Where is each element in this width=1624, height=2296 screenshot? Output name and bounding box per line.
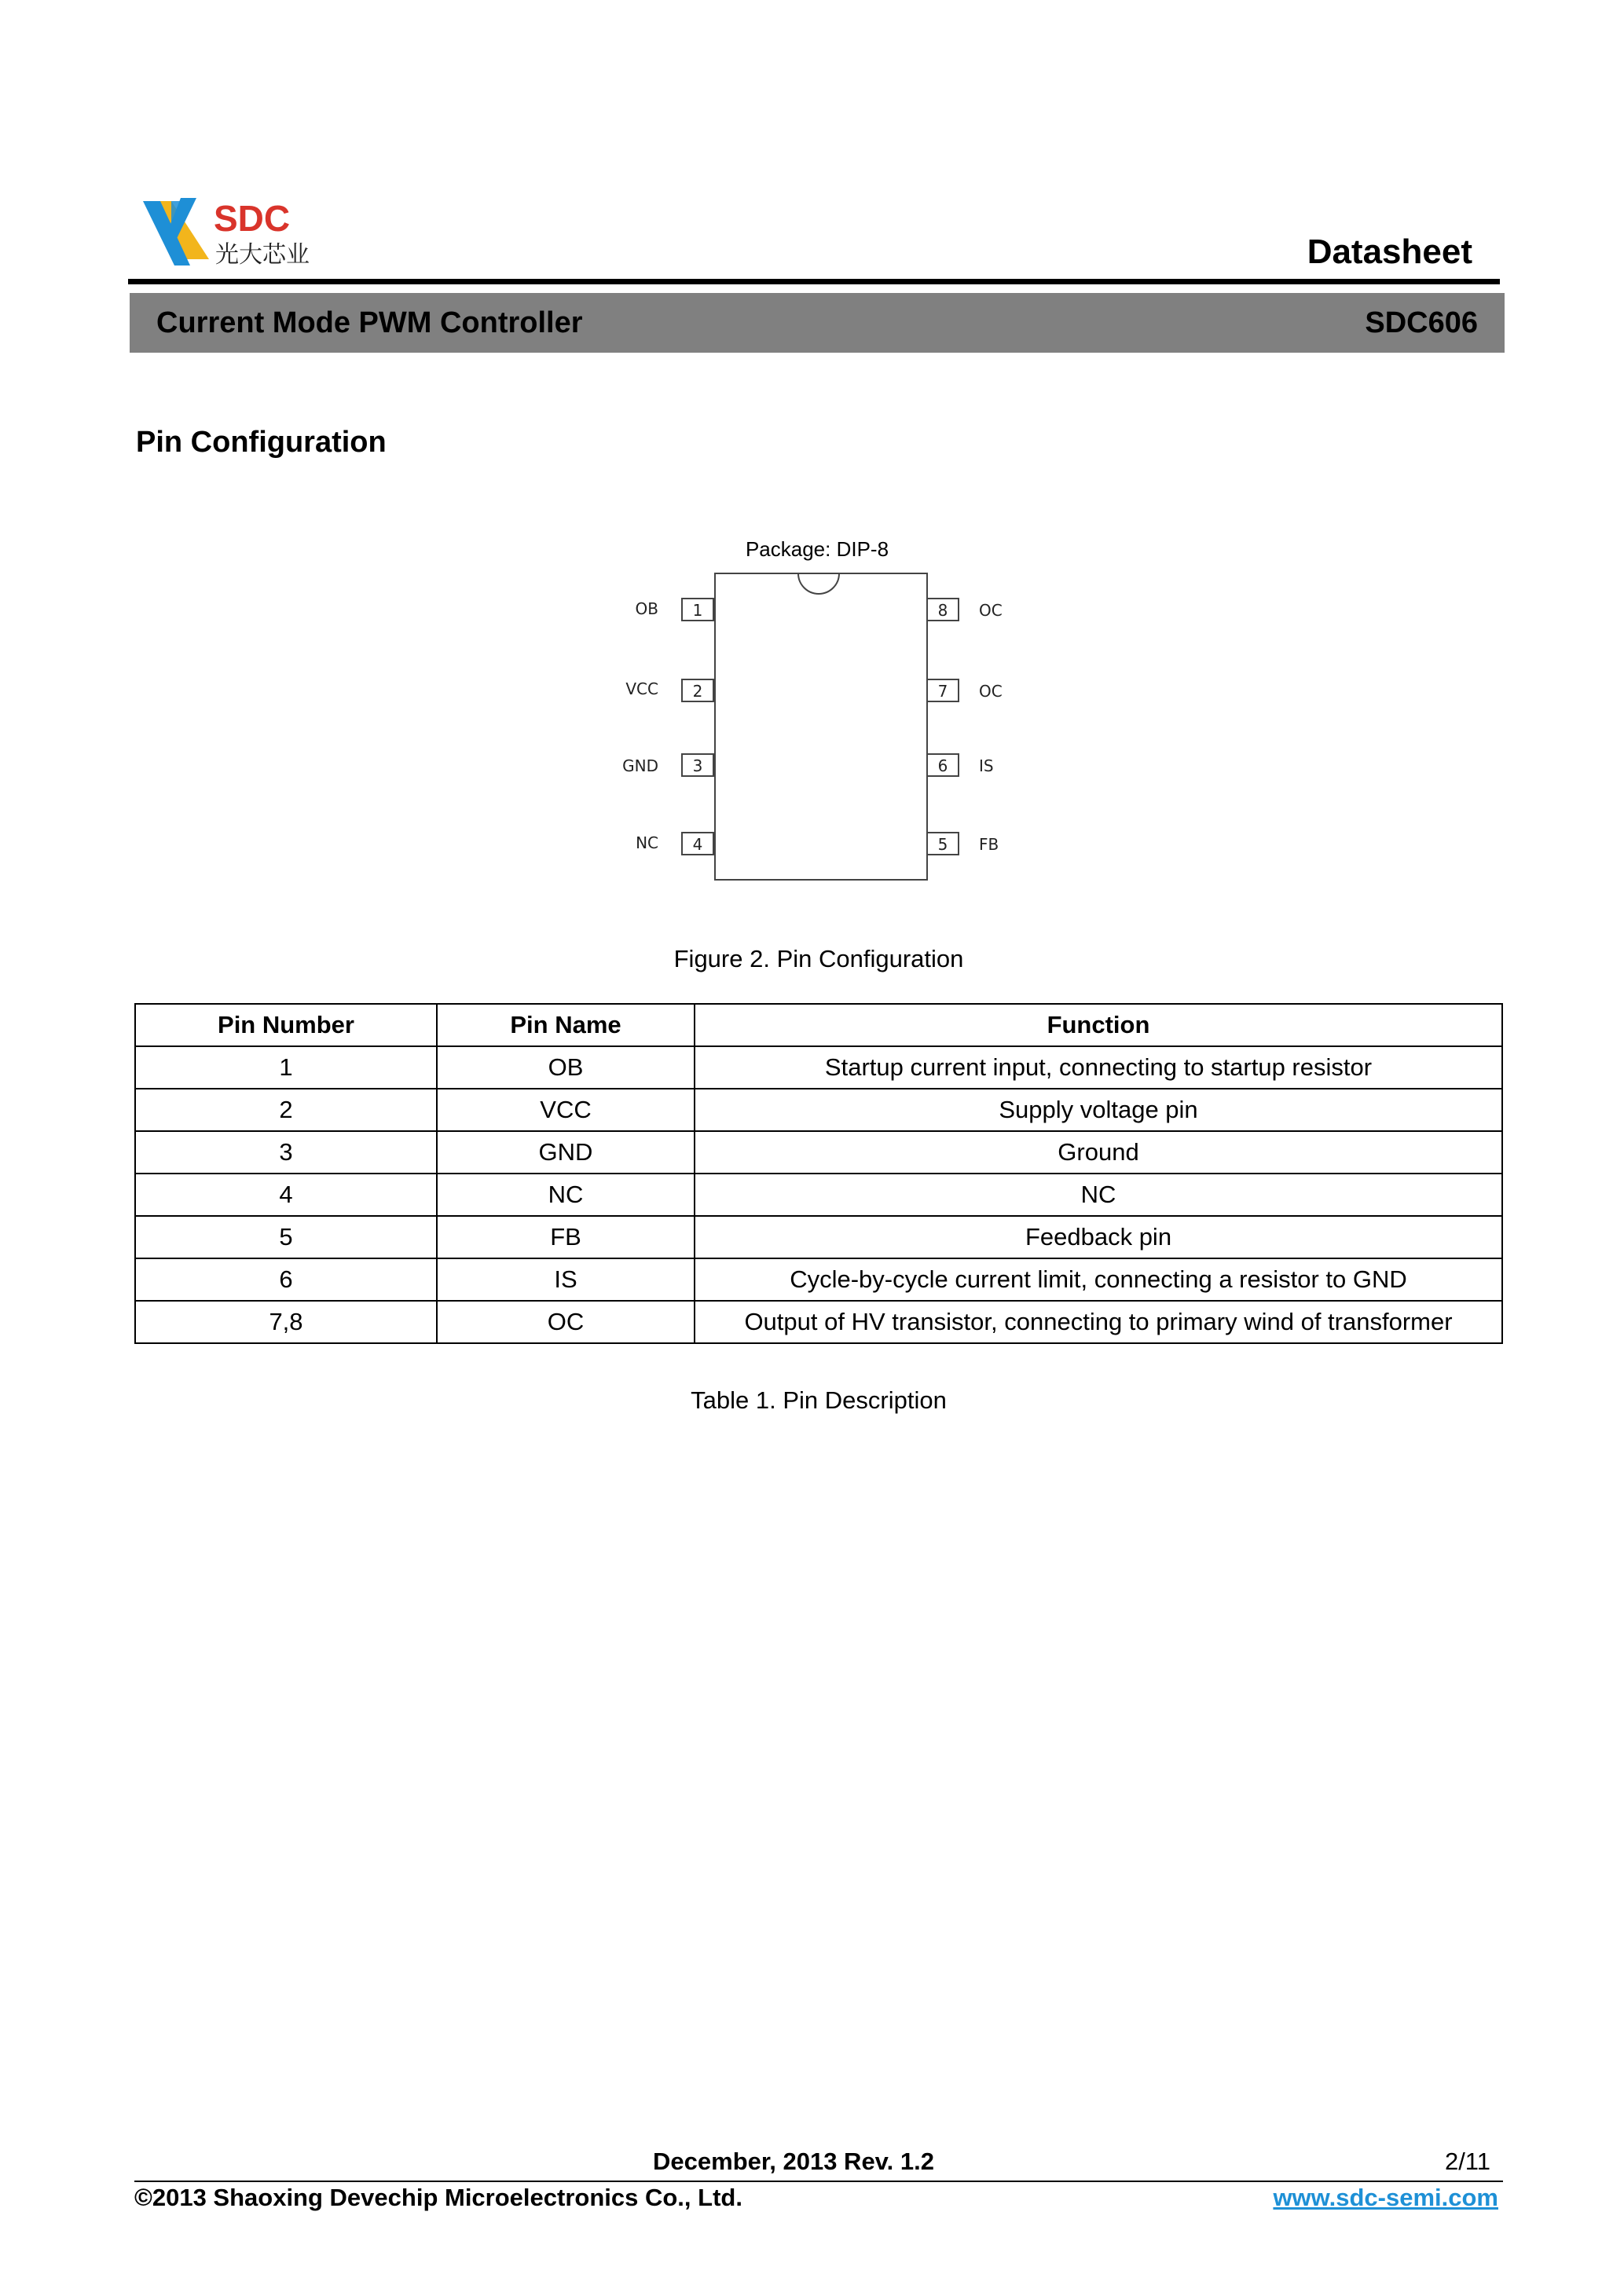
pin-right-7 xyxy=(927,679,1003,701)
table-row xyxy=(135,1131,1502,1174)
doc-kind: Datasheet xyxy=(1307,233,1472,271)
header-pin-number: Pin Number xyxy=(135,1004,437,1046)
pin1-notch xyxy=(798,573,839,594)
cell-function: Ground xyxy=(695,1131,1502,1174)
header-rule xyxy=(128,279,1500,284)
pinout-diagram xyxy=(597,566,1037,895)
cell-pin-name: OC xyxy=(437,1301,695,1343)
svg-text:OB: OB xyxy=(635,599,658,618)
table-row xyxy=(135,1216,1502,1258)
cell-function: Supply voltage pin xyxy=(695,1089,1502,1131)
table-caption: Table 1. Pin Description xyxy=(691,1386,947,1414)
cell-pin-name: NC xyxy=(437,1174,695,1216)
company-logo xyxy=(140,195,321,273)
svg-text:4: 4 xyxy=(692,835,703,854)
cell-pin-number: 1 xyxy=(135,1046,437,1089)
cell-pin-name: GND xyxy=(437,1131,695,1174)
ic-body xyxy=(715,573,927,880)
svg-text:NC: NC xyxy=(636,833,658,852)
pin-left-4 xyxy=(636,833,713,855)
pin-left-1 xyxy=(636,599,713,621)
svg-text:2: 2 xyxy=(692,682,703,701)
cell-function: Cycle-by-cycle current limit, connecting a resistor to GND xyxy=(695,1258,1502,1301)
svg-text:7: 7 xyxy=(937,682,948,701)
pin-right-6 xyxy=(927,754,994,776)
svg-text:OC: OC xyxy=(979,682,1003,701)
pin-right-5 xyxy=(927,833,999,855)
table-row xyxy=(135,1258,1502,1301)
svg-text:FB: FB xyxy=(979,835,999,854)
svg-text:IS: IS xyxy=(979,756,994,775)
table-header-row xyxy=(135,1004,1502,1046)
cell-pin-number: 5 xyxy=(135,1216,437,1258)
package-label: Package: DIP-8 xyxy=(745,537,889,561)
cell-pin-number: 7,8 xyxy=(135,1301,437,1343)
svg-text:GND: GND xyxy=(622,756,658,775)
header-pin-name: Pin Name xyxy=(437,1004,695,1046)
cell-pin-name: VCC xyxy=(437,1089,695,1131)
svg-text:6: 6 xyxy=(937,756,948,775)
svg-text:5: 5 xyxy=(937,835,948,854)
logo-text-latin: SDC xyxy=(214,198,291,239)
footer-date-revision: December, 2013 Rev. 1.2 xyxy=(653,2148,934,2175)
cell-function: Startup current input, connecting to startup resistor xyxy=(695,1046,1502,1089)
svg-text:8: 8 xyxy=(937,601,948,620)
pin-right-8 xyxy=(927,599,1003,621)
footer-rule xyxy=(134,2181,1503,2182)
svg-text:OC: OC xyxy=(979,601,1003,620)
svg-text:1: 1 xyxy=(692,601,703,620)
title-banner xyxy=(130,293,1505,353)
product-title: Current Mode PWM Controller xyxy=(156,306,583,339)
footer-copyright: ©2013 Shaoxing Devechip Microelectronics Co., Ltd. xyxy=(134,2184,742,2211)
section-title: Pin Configuration xyxy=(136,426,387,459)
cell-function: NC xyxy=(695,1174,1502,1216)
svg-text:VCC: VCC xyxy=(625,679,658,698)
cell-pin-number: 2 xyxy=(135,1089,437,1131)
pin-left-3 xyxy=(622,754,713,776)
cell-function: Output of HV transistor, connecting to primary wind of transformer xyxy=(695,1301,1502,1343)
cell-pin-name: FB xyxy=(437,1216,695,1258)
logo-text-cn: 光大芯业 xyxy=(215,241,310,269)
part-number: SDC606 xyxy=(1365,306,1478,339)
table-row xyxy=(135,1089,1502,1131)
logo-mark-icon xyxy=(143,198,209,265)
footer-website-link[interactable]: www.sdc-semi.com xyxy=(1273,2184,1498,2211)
cell-pin-number: 6 xyxy=(135,1258,437,1301)
footer-page-number: 2/11 xyxy=(1444,2148,1490,2175)
table-row xyxy=(135,1046,1502,1089)
table-row xyxy=(135,1174,1502,1216)
cell-pin-name: OB xyxy=(437,1046,695,1089)
cell-pin-number: 4 xyxy=(135,1174,437,1216)
cell-function: Feedback pin xyxy=(695,1216,1502,1258)
table-row xyxy=(135,1301,1502,1343)
pin-description-table xyxy=(134,1003,1503,1344)
cell-pin-name: IS xyxy=(437,1258,695,1301)
svg-text:3: 3 xyxy=(692,756,703,775)
cell-pin-number: 3 xyxy=(135,1131,437,1174)
figure-caption: Figure 2. Pin Configuration xyxy=(673,945,964,972)
header-function: Function xyxy=(695,1004,1502,1046)
pin-left-2 xyxy=(625,679,713,701)
